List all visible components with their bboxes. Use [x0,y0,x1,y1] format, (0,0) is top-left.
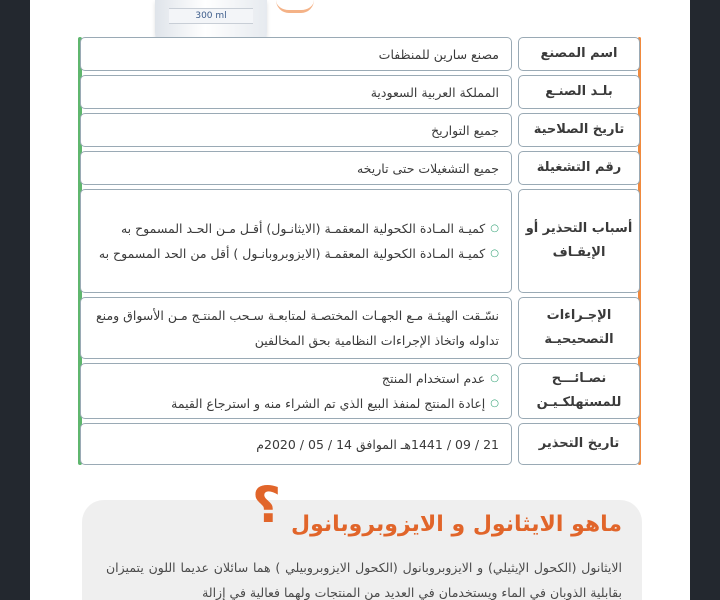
row-value-corrective-actions: نسّـقت الهيئـة مـع الجهـات المختصـة لمتابعـة سـحب المنتـج مـن الأسواق ومنع تداوله واتخاذ الإجراءات النظامية بحق المخالفين [80,297,512,359]
table-row [80,113,640,147]
info-card [82,476,642,600]
row-value-warning-date: 21 / 09 / 1441هـ الموافق 14 / 05 / 2020م [80,423,512,465]
table-row [80,151,640,185]
row-value-warning-reasons [80,189,512,293]
table-row [80,423,640,465]
table-row [80,37,640,71]
list-item: ○ كميـة المـادة الكحولية المعقمـة (الايثانـول) أقـل مـن الحـد المسموح به [93,216,499,241]
bullet-circle-icon: ○ [490,248,499,259]
row-value-expiry: جميع التواريخ [80,113,512,147]
row-label-warning-reasons: أسباب التحذير أو الإيقـاف [518,189,640,293]
table-row [80,189,640,293]
list-item: ○ عدم استخدام المنتج [93,366,499,391]
row-label-country: بلـد الصنـع [518,75,640,109]
card-title: ماهو الايثانول و الايزوبروبانول [291,512,622,537]
row-label-batch: رقم التشغيلة [518,151,640,185]
question-mark-icon: ؟ [252,476,282,534]
row-label-consumer-advice: نصـائـــح للمستهلكـيـن [518,363,640,419]
row-value-consumer-advice [80,363,512,419]
row-value-manufacturer: مصنع سارين للمنظفات [80,37,512,71]
row-value-batch: جميع التشغيلات حتى تاريخه [80,151,512,185]
table-row [80,297,640,359]
table-row [80,363,640,419]
document-page [30,0,690,600]
row-label-expiry: تاريخ الصلاحية [518,113,640,147]
warning-info-table [80,37,640,469]
bottle-volume-label: 300 ml [169,8,253,24]
table-row [80,75,640,109]
bullet-circle-icon: ○ [490,373,499,384]
bullet-circle-icon: ○ [490,223,499,234]
list-item: ○ كميـة المـادة الكحولية المعقمـة (الايزوبروبانـول ) أقل من الحد المسموح به [93,241,499,266]
row-label-corrective-actions: الإجـراءات التصحيحيـة [518,297,640,359]
bullet-circle-icon: ○ [490,398,499,409]
row-label-manufacturer: اسم المصنع [518,37,640,71]
row-value-country: المملكة العربية السعودية [80,75,512,109]
list-item: ○ إعادة المنتج لمنفذ البيع الذي تم الشراء منه و استرجاع القيمة [93,391,499,416]
card-paragraph: الايثانول (الكحول الإيثيلي) و الايزوبروبانول (الكحول الايزوبروبيلي ) هما سائلان عديما اللون يتميزان بقابلية الذوبان في الماء ويستخدمان في العديد من المنتجات ولهما فعالية في إزالة [106,560,622,600]
decorative-arc [276,0,314,13]
row-label-warning-date: تاريخ التحذير [518,423,640,465]
